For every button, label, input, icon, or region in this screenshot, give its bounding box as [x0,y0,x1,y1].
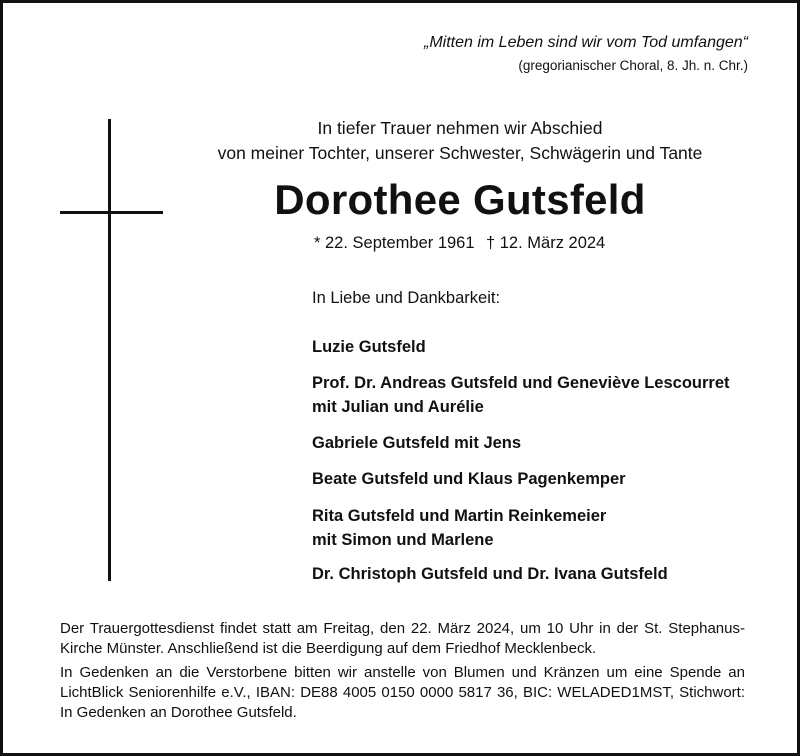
mourner-5: Rita Gutsfeld und Martin Reinkemeier [312,507,607,525]
donation-paragraph: In Gedenken an die Verstorbene bitten wir anstelle von Blumen und Kränzen um eine Spende an LichtBlick Seniorenhilfe e.V., IBAN: DE88 4005 0150 0000 5817 36, BIC: WELADED1MST, Stichwort: In Gedenken an Dorothee Gutsfeld. [60,664,745,721]
mourner-2-line-2: mit Julian und Aurélie [312,398,484,416]
deceased-name: Dorothee Gutsfeld [274,176,646,223]
motto-source: (gregorianischer Choral, 8. Jh. n. Chr.) [518,58,748,73]
intro-line-1: In tiefer Trauer nehmen wir Abschied [317,118,603,138]
cross-icon [108,119,111,581]
motto-quote: „Mitten im Leben sind wir vom Tod umfangen“ [424,34,748,51]
death-date: † 12. März 2024 [486,234,606,252]
mourner-6: Dr. Christoph Gutsfeld und Dr. Ivana Gutsfeld [312,565,668,583]
cross-icon-bar [60,211,163,214]
intro-line-2: von meiner Tochter, unserer Schwester, Schwägerin und Tante [217,143,703,163]
mourner-4: Beate Gutsfeld und Klaus Pagenkemper [312,470,626,488]
mourner-1: Luzie Gutsfeld [312,338,426,356]
service-paragraph: Der Trauergottesdienst findet statt am Freitag, den 22. März 2024, um 10 Uhr in der St. Stephanus-Kirche Münster. Anschließend ist die Beerdigung auf dem Friedhof Mecklenbeck. [60,620,745,657]
mourner-2: Prof. Dr. Andreas Gutsfeld und Geneviève Lescourret [312,374,730,392]
birth-date: * 22. September 1961 [314,234,475,252]
mourner-5-line-2: mit Simon und Marlene [312,531,494,549]
mourner-3: Gabriele Gutsfeld mit Jens [312,434,522,452]
thanks-line: In Liebe und Dankbarkeit: [312,289,501,307]
